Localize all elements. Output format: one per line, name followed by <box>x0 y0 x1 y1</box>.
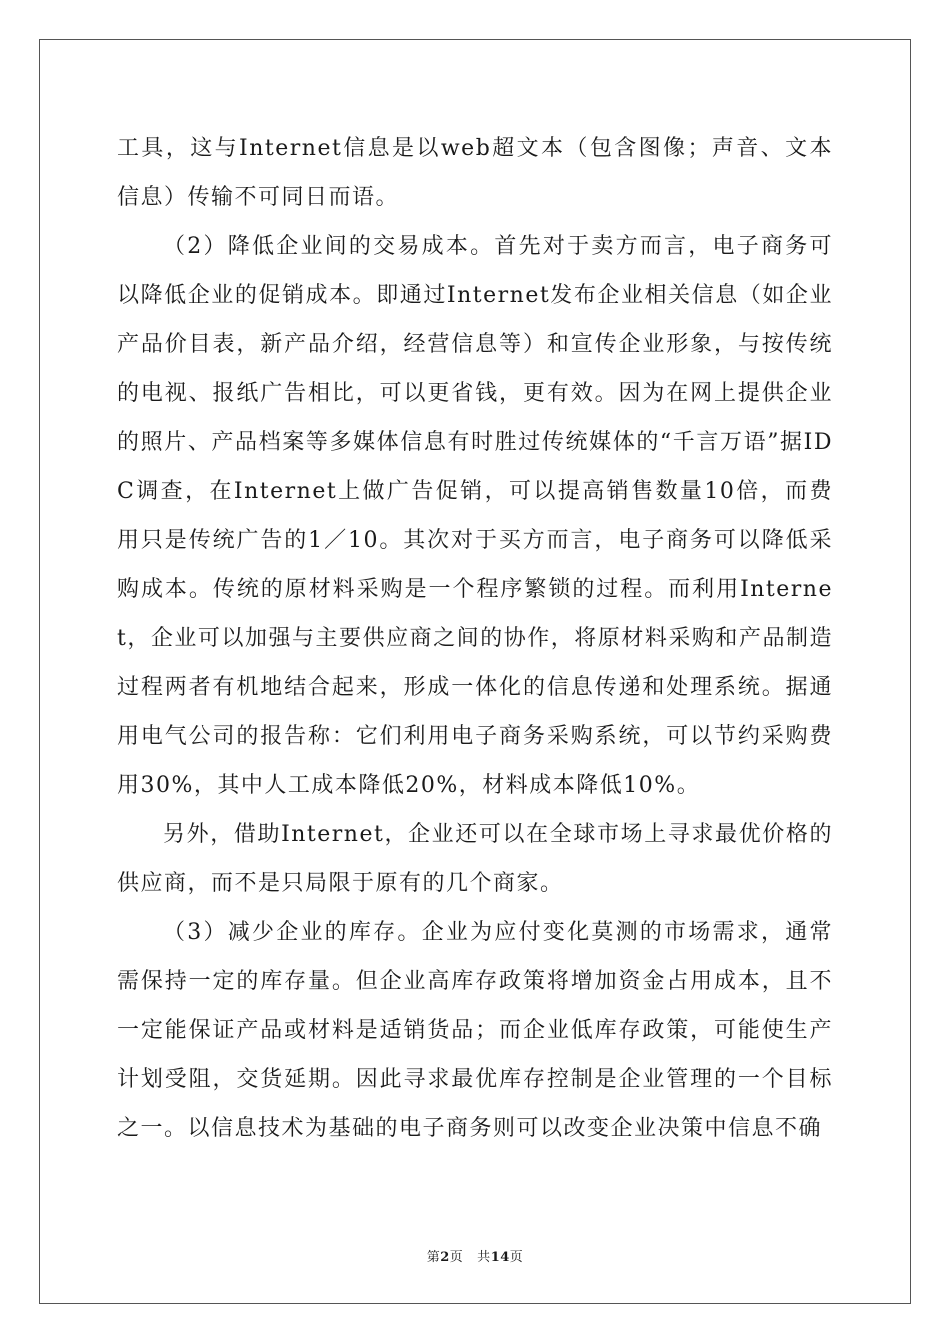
total-label-prefix: 共 <box>477 1250 491 1265</box>
total-pages: 14 <box>490 1250 510 1265</box>
page-label-prefix: 第 <box>426 1250 441 1265</box>
total-label-suffix: 页 <box>509 1250 524 1265</box>
paragraph-transaction-cost: （2）降低企业间的交易成本。首先对于卖方而言，电子商务可以降低企业的促销成本。即通过Internet发布企业相关信息（如企业产品价目表，新产品介绍，经营信息等）和宣传企业形象，与按传统的电视、报纸广告相比，可以更省钱，更有效。因为在网上提供企业的照片、产品档案等多媒体信息有时胜过传统媒体的“千言万语”据IDC调查，在Internet上做广告促销，可以提高销售数量10倍，而费用只是传统广告的1／10。其次对于买方而言，电子商务可以降低采购成本。传统的原材料采购是一个程序繁锁的过程。而利用Internet，企业可以加强与主要供应商之间的协作，将原材料采购和产品制造过程两者有机地结合起来，形成一体化的信息传递和处理系统。据通用电气公司的报告称：它们利用电子商务采购系统，可以节约采购费用30%，其中人工成本降低20%，材料成本降低10%。 <box>117 234 833 798</box>
paragraph-inventory: （3）减少企业的库存。企业为应付变化莫测的市场需求，通常需保持一定的库存量。但企业高库存政策将增加资金占用成本，且不一定能保证产品或材料是适销货品；而企业低库存政策，可能使生产计划受阻，交货延期。因此寻求最优库存控制是企业管理的一个目标之一。以信息技术为基础的电子商务则可以改变企业决策中信息不确 <box>117 920 833 1141</box>
document-body <box>117 124 833 1153</box>
page-footer <box>0 1246 950 1265</box>
page-label-suffix: 页 <box>449 1250 464 1265</box>
paragraph-global-suppliers: 另外，借助Internet，企业还可以在全球市场上寻求最优价格的供应商，而不是只局限于原有的几个商家。 <box>117 822 833 896</box>
page-number: 2 <box>440 1250 450 1265</box>
paragraph-continuation: 工具，这与Internet信息是以web超文本（包含图像；声音、文本信息）传输不可同日而语。 <box>117 136 833 210</box>
